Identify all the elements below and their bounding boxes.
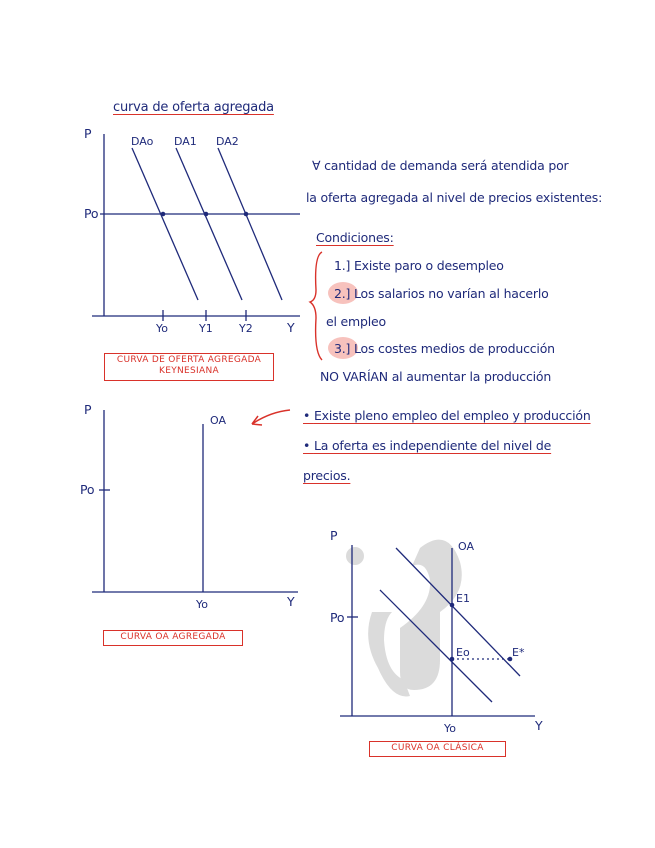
classic-bullet-text: Existe pleno empleo del empleo y producción: [313, 408, 591, 423]
note-line: ∀ cantidad de demanda será atendida por: [312, 158, 569, 173]
page-title: curva de oferta agregada: [113, 100, 274, 115]
g2-axis-p: P: [84, 402, 92, 417]
g3-point-e1: [450, 603, 455, 608]
g1-axis-p: P: [84, 126, 92, 141]
g1-caption-line: CURVA DE OFERTA AGREGADA: [116, 355, 262, 365]
g3-output-label: Yo: [444, 722, 456, 735]
g3-axis-y: Y: [535, 718, 543, 733]
condition-item: el empleo: [326, 314, 386, 329]
g1-curve-label: DA2: [216, 135, 239, 148]
g1-output-label: Yo: [156, 322, 168, 335]
g1-curve-label: DAo: [131, 135, 154, 148]
g2-caption: CURVA OA AGREGADA: [120, 632, 226, 642]
g2-axis-y: Y: [287, 594, 295, 609]
classic-bullet: • Existe pleno empleo del empleo y producción: [303, 408, 591, 423]
g1-output-label: Y2: [239, 322, 253, 335]
watermark-logo: [346, 540, 462, 697]
g2-price-label: Po: [80, 482, 95, 497]
classic-bullet-cont: precios.: [303, 468, 351, 483]
g2-output-label: Yo: [196, 598, 208, 611]
classic-bullet: • La oferta es independiente del nivel de: [303, 438, 552, 453]
condition-item: NO VARÍAN al aumentar la producción: [320, 369, 552, 384]
g3-point-label: E1: [456, 592, 470, 605]
g3-axis-p: P: [330, 528, 338, 543]
g2-oa-label: OA: [210, 414, 226, 427]
g1-axis-y: Y: [287, 320, 295, 335]
g3-caption: CURVA OA CLÁSICA: [391, 743, 484, 753]
g1-output-label: Y1: [199, 322, 213, 335]
g3-oa-label: OA: [458, 540, 474, 553]
g3-caption-box: [369, 741, 506, 757]
condition-item: 1.] Existe paro o desempleo: [334, 258, 504, 273]
g1-curve-label: DA1: [174, 135, 197, 148]
condition-item: 3.] Los costes medios de producción: [334, 341, 555, 356]
g3-point-label: E*: [512, 646, 525, 659]
note-line: la oferta agregada al nivel de precios existentes:: [306, 190, 603, 205]
g1-price-label: Po: [84, 206, 99, 221]
classic-bullet-text: La oferta es independiente del nivel de: [313, 438, 552, 453]
g3-point-e0: [450, 657, 455, 662]
g3-point-label: Eo: [456, 646, 470, 659]
conditions-heading: Condiciones:: [316, 230, 394, 245]
g3-price-label: Po: [330, 610, 345, 625]
condition-item: 2.] Los salarios no varían al hacerlo: [334, 286, 549, 301]
g1-caption-line: KEYNESIANA: [159, 366, 219, 376]
